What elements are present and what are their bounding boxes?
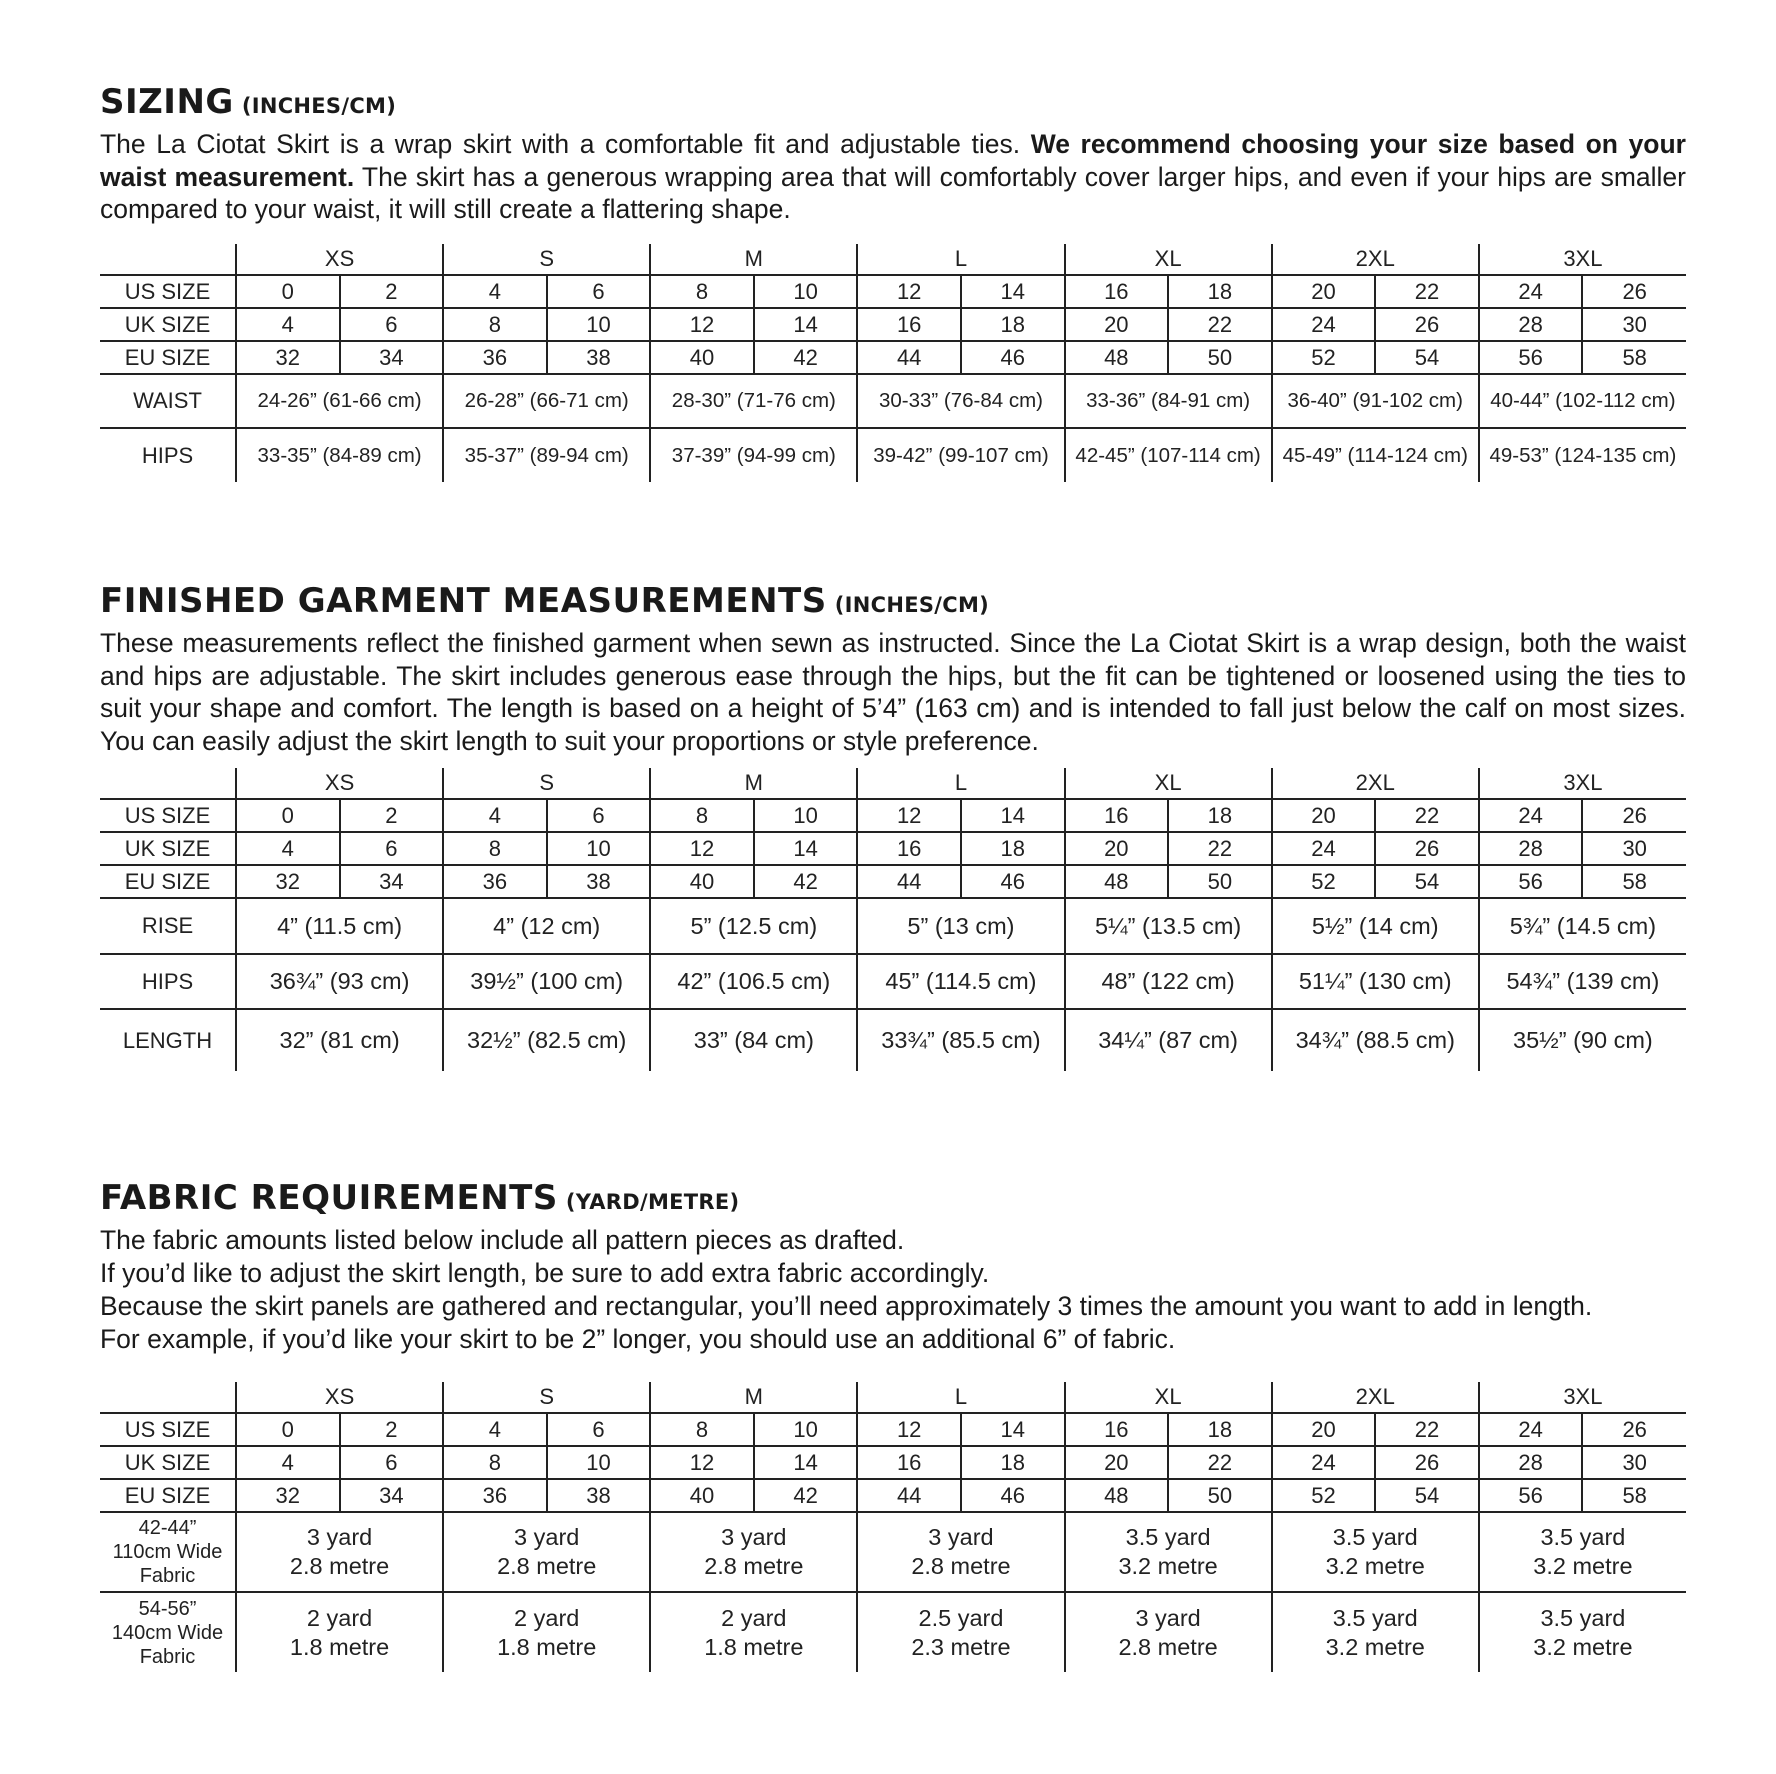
fabric-size-cell: 40 [650,1479,754,1512]
fabric-size-group-m: M [650,1382,857,1413]
fabric-amount-yard: 3.5 yard [1540,1604,1626,1631]
sizing-size-group-2xl: 2XL [1272,244,1479,275]
finished-size-group-xl: XL [1065,768,1272,799]
finished-measure-cell: 51¼” (130 cm) [1272,954,1479,1009]
finished-uk-size-row [100,832,1686,865]
fabric-size-group-row [100,1382,1686,1413]
sizing-size-cell: 32 [236,341,340,374]
fabric-amount-metre: 2.8 metre [704,1553,804,1579]
fabric-amount-yard: 3 yard [721,1524,787,1550]
fabric-description-line: The fabric amounts listed below include all pattern pieces as drafted. [100,1225,905,1255]
finished-size-cell: 12 [857,799,961,832]
fabric-size-group-xs: XS [236,1382,443,1413]
sizing-size-cell: 2 [340,275,444,308]
fabric-title: FABRIC REQUIREMENTS (YARD/METRE) [100,1178,740,1218]
sizing-us-size-row [100,275,1686,308]
fabric-amount-yard: 3.5 yard [1332,1604,1418,1631]
finished-size-cell: 24 [1272,832,1376,865]
fabric-amount-yard: 2.5 yard [918,1604,1004,1631]
fabric-amount-cell [650,1592,857,1672]
fabric-amount-metre: 3.2 metre [1533,1553,1633,1579]
finished-measure-row [100,954,1686,1009]
fabric-size-cell: 10 [547,1446,651,1479]
fabric-amount-metre: 2.8 metre [1118,1633,1218,1660]
fabric-size-cell: 28 [1479,1446,1583,1479]
sizing-measure-cell: 33-36” (84-91 cm) [1065,374,1272,428]
sizing-size-cell: 26 [1375,308,1479,341]
finished-size-cell: 2 [340,799,444,832]
sizing-size-group-m: M [650,244,857,275]
fabric-amount-cell [857,1592,1064,1672]
finished-measure-cell: 34¼” (87 cm) [1065,1009,1272,1071]
sizing-measure-cell: 37-39” (94-99 cm) [650,428,857,482]
finished-size-cell: 18 [961,832,1065,865]
fabric-size-cell: 50 [1168,1479,1272,1512]
sizing-size-cell: 36 [443,341,547,374]
fabric-amount-yard: 3 yard [1135,1604,1201,1631]
fabric-row-label: UK SIZE [100,1446,236,1479]
finished-size-cell: 18 [1168,799,1272,832]
fabric-size-cell: 12 [857,1413,961,1446]
fabric-amount-metre: 1.8 metre [704,1633,804,1660]
sizing-size-cell: 56 [1479,341,1583,374]
finished-table [100,768,1686,1071]
sizing-size-cell: 40 [650,341,754,374]
fabric-fabric-width-line: 110cm Wide [112,1541,223,1563]
finished-size-cell: 20 [1065,832,1169,865]
finished-size-cell: 58 [1582,865,1686,898]
fabric-size-cell: 32 [236,1479,340,1512]
fabric-measure-row [100,1592,1686,1672]
finished-measure-cell: 33¾” (85.5 cm) [857,1009,1064,1071]
fabric-size-cell: 6 [547,1413,651,1446]
finished-size-cell: 16 [1065,799,1169,832]
sizing-size-cell: 42 [754,341,858,374]
sizing-row-label: UK SIZE [100,308,236,341]
sizing-measure-cell: 26-28” (66-71 cm) [443,374,650,428]
finished-size-cell: 14 [754,832,858,865]
fabric-size-group-s: S [443,1382,650,1413]
finished-size-cell: 24 [1479,799,1583,832]
fabric-size-cell: 20 [1065,1446,1169,1479]
sizing-size-group-xs: XS [236,244,443,275]
sizing-size-cell: 0 [236,275,340,308]
fabric-amount-yard: 3.5 yard [1540,1524,1626,1550]
fabric-size-group-xl: XL [1065,1382,1272,1413]
fabric-row-label: EU SIZE [100,1479,236,1512]
fabric-size-cell: 14 [754,1446,858,1479]
fabric-amount-cell [443,1512,650,1592]
fabric-section [100,1178,1686,1668]
fabric-uk-size-row [100,1446,1686,1479]
fabric-size-cell: 20 [1272,1413,1376,1446]
finished-row-label-hips: HIPS [100,954,236,1009]
fabric-amount-metre: 2.3 metre [911,1633,1011,1660]
finished-size-cell: 40 [650,865,754,898]
finished-size-group-xs: XS [236,768,443,799]
fabric-size-cell: 26 [1582,1413,1686,1446]
sizing-size-cell: 14 [961,275,1065,308]
fabric-size-cell: 18 [961,1446,1065,1479]
sizing-measure-cell: 49-53” (124-135 cm) [1479,428,1686,482]
fabric-fabric-width-line: Fabric [139,1565,196,1587]
fabric-amount-cell [1272,1592,1479,1672]
finished-size-cell: 50 [1168,865,1272,898]
finished-size-cell: 16 [857,832,961,865]
fabric-measure-row [100,1512,1686,1592]
finished-size-cell: 56 [1479,865,1583,898]
fabric-size-cell: 8 [650,1413,754,1446]
finished-size-cell: 10 [547,832,651,865]
fabric-amount-cell [1479,1592,1686,1672]
sizing-size-cell: 52 [1272,341,1376,374]
fabric-size-cell: 12 [650,1446,754,1479]
fabric-size-cell: 16 [857,1446,961,1479]
fabric-row-label: US SIZE [100,1413,236,1446]
sizing-size-cell: 50 [1168,341,1272,374]
fabric-amount-cell [1479,1512,1686,1592]
fabric-size-cell: 34 [340,1479,444,1512]
finished-size-cell: 0 [236,799,340,832]
sizing-size-group-s: S [443,244,650,275]
finished-size-cell: 22 [1168,832,1272,865]
sizing-row-label-waist: WAIST [100,374,236,428]
fabric-amount-metre: 3.2 metre [1325,1553,1425,1579]
sizing-size-cell: 16 [857,308,961,341]
fabric-fabric-width-label [100,1592,236,1672]
finished-size-cell: 6 [340,832,444,865]
fabric-size-group-2xl: 2XL [1272,1382,1479,1413]
finished-row-label: UK SIZE [100,832,236,865]
fabric-size-cell: 30 [1582,1446,1686,1479]
fabric-size-cell: 0 [236,1413,340,1446]
finished-description: These measurements reflect the finished garment when sewn as instructed. Since the La Ciotat Skirt is a wrap design, both the waist and hips are adjustable. The skirt includes generous ease through the hips, but the fit can be tightened or loosened using the ties to suit your shape and comfort. The length is based on a height of 5’4” (163 cm) and is intended to fall just below the calf on most sizes. You can easily adjust the skirt length to suit your proportions or style preference. [100,628,1686,756]
fabric-description-line: If you’d like to adjust the skirt length, be sure to add extra fabric accordingly. [100,1258,990,1288]
fabric-size-cell: 10 [754,1413,858,1446]
finished-size-group-l: L [857,768,1064,799]
fabric-size-group-3xl: 3XL [1479,1382,1686,1413]
sizing-size-cell: 18 [1168,275,1272,308]
finished-size-group-row [100,768,1686,799]
fabric-size-cell: 54 [1375,1479,1479,1512]
sizing-size-group-xl: XL [1065,244,1272,275]
finished-size-cell: 22 [1375,799,1479,832]
finished-measure-cell: 42” (106.5 cm) [650,954,857,1009]
fabric-size-cell: 4 [236,1446,340,1479]
sizing-size-cell: 34 [340,341,444,374]
sizing-measure-cell: 33-35” (84-89 cm) [236,428,443,482]
finished-size-cell: 14 [961,799,1065,832]
fabric-amount-metre: 1.8 metre [289,1633,390,1660]
fabric-size-cell: 56 [1479,1479,1583,1512]
finished-size-cell: 4 [236,832,340,865]
fabric-table [100,1382,1686,1672]
fabric-size-cell: 24 [1272,1446,1376,1479]
sizing-size-cell: 44 [857,341,961,374]
fabric-size-cell: 16 [1065,1413,1169,1446]
fabric-amount-metre: 2.8 metre [911,1553,1011,1579]
sizing-size-cell: 26 [1582,275,1686,308]
fabric-size-cell: 2 [340,1413,444,1446]
sizing-row-label: US SIZE [100,275,236,308]
sizing-measure-cell: 45-49” (114-124 cm) [1272,428,1479,482]
fabric-size-cell: 52 [1272,1479,1376,1512]
fabric-size-cell: 24 [1479,1413,1583,1446]
fabric-amount-metre: 2.8 metre [289,1553,390,1579]
finished-size-cell: 52 [1272,865,1376,898]
fabric-fabric-width-label [100,1512,236,1592]
fabric-amount-metre: 3.2 metre [1325,1633,1425,1660]
finished-size-cell: 26 [1375,832,1479,865]
fabric-size-cell: 58 [1582,1479,1686,1512]
finished-measure-cell: 48” (122 cm) [1065,954,1272,1009]
finished-size-cell: 12 [650,832,754,865]
fabric-corner-cell [100,1382,236,1413]
fabric-size-cell: 8 [443,1446,547,1479]
sizing-size-cell: 4 [236,308,340,341]
fabric-amount-metre: 1.8 metre [497,1633,597,1660]
finished-size-cell: 48 [1065,865,1169,898]
sizing-size-cell: 24 [1479,275,1583,308]
sizing-size-cell: 10 [754,275,858,308]
finished-size-cell: 4 [443,799,547,832]
finished-measure-cell: 45” (114.5 cm) [857,954,1064,1009]
finished-size-cell: 8 [443,832,547,865]
sizing-section [100,82,1686,468]
finished-measure-cell: 4” (11.5 cm) [236,898,443,954]
finished-size-cell: 42 [754,865,858,898]
fabric-size-cell: 18 [1168,1413,1272,1446]
fabric-size-cell: 48 [1065,1479,1169,1512]
sizing-size-cell: 28 [1479,308,1583,341]
finished-size-cell: 26 [1582,799,1686,832]
finished-size-group-3xl: 3XL [1479,768,1686,799]
fabric-description [100,1224,1686,1356]
sizing-size-group-3xl: 3XL [1479,244,1686,275]
sizing-size-cell: 22 [1375,275,1479,308]
sizing-row-label-hips: HIPS [100,428,236,482]
fabric-amount-yard: 3 yard [514,1524,580,1550]
sizing-size-cell: 30 [1582,308,1686,341]
sizing-size-cell: 18 [961,308,1065,341]
sizing-size-cell: 54 [1375,341,1479,374]
fabric-amount-yard: 3.5 yard [1125,1524,1211,1550]
sizing-measure-cell: 24-26” (61-66 cm) [236,374,443,428]
finished-measure-cell: 39½” (100 cm) [443,954,650,1009]
fabric-description-line: Because the skirt panels are gathered and rectangular, you’ll need approximately 3 times the amount you want to add in length. [100,1291,1593,1321]
finished-measure-row [100,898,1686,954]
sizing-size-cell: 4 [443,275,547,308]
sizing-size-cell: 16 [1065,275,1169,308]
fabric-size-cell: 44 [857,1479,961,1512]
fabric-size-cell: 36 [443,1479,547,1512]
finished-size-cell: 6 [547,799,651,832]
sizing-table [100,244,1686,482]
sizing-uk-size-row [100,308,1686,341]
sizing-size-group-row [100,244,1686,275]
finished-size-group-2xl: 2XL [1272,768,1479,799]
fabric-amount-cell [650,1512,857,1592]
fabric-size-group-l: L [857,1382,1064,1413]
finished-measure-cell: 34¾” (88.5 cm) [1272,1009,1479,1071]
finished-size-cell: 36 [443,865,547,898]
fabric-unit: (YARD/METRE) [565,1190,740,1214]
finished-title: FINISHED GARMENT MEASUREMENTS (INCHES/CM) [100,581,990,621]
fabric-eu-size-row [100,1479,1686,1512]
finished-size-cell: 30 [1582,832,1686,865]
fabric-amount-cell [1065,1592,1272,1672]
sizing-measure-cell: 36-40” (91-102 cm) [1272,374,1479,428]
sizing-size-cell: 20 [1065,308,1169,341]
fabric-size-cell: 14 [961,1413,1065,1446]
sizing-size-group-l: L [857,244,1064,275]
fabric-amount-yard: 3 yard [928,1524,994,1550]
finished-measure-cell: 5¾” (14.5 cm) [1479,898,1686,954]
fabric-amount-metre: 3.2 metre [1533,1633,1633,1660]
fabric-fabric-width-line: 140cm Wide [111,1621,224,1644]
finished-size-cell: 34 [340,865,444,898]
fabric-fabric-width-line: Fabric [139,1645,196,1668]
finished-size-cell: 44 [857,865,961,898]
finished-corner-cell [100,768,236,799]
sizing-size-cell: 14 [754,308,858,341]
sizing-size-cell: 24 [1272,308,1376,341]
sizing-size-cell: 38 [547,341,651,374]
sizing-measure-cell: 35-37” (89-94 cm) [443,428,650,482]
finished-measure-cell: 5” (13 cm) [857,898,1064,954]
sizing-size-cell: 8 [650,275,754,308]
finished-size-group-m: M [650,768,857,799]
fabric-description-line: For example, if you’d like your skirt to be 2” longer, you should use an additional 6” of fabric. [100,1324,1176,1354]
fabric-fabric-width-line: 42-44” [138,1517,197,1539]
finished-size-group-s: S [443,768,650,799]
sizing-unit: (INCHES/CM) [241,94,397,118]
sizing-size-cell: 22 [1168,308,1272,341]
fabric-size-cell: 22 [1168,1446,1272,1479]
finished-measure-cell: 4” (12 cm) [443,898,650,954]
finished-eu-size-row [100,865,1686,898]
fabric-amount-yard: 2 yard [306,1604,373,1631]
sizing-size-cell: 12 [650,308,754,341]
finished-measure-cell: 5½” (14 cm) [1272,898,1479,954]
fabric-size-cell: 46 [961,1479,1065,1512]
finished-size-cell: 54 [1375,865,1479,898]
sizing-measure-cell: 42-45” (107-114 cm) [1065,428,1272,482]
finished-measure-cell: 33” (84 cm) [650,1009,857,1071]
finished-section [100,581,1686,1053]
sizing-size-cell: 8 [443,308,547,341]
finished-row-label: EU SIZE [100,865,236,898]
finished-unit: (INCHES/CM) [834,593,990,617]
sizing-size-cell: 12 [857,275,961,308]
sizing-measure-cell: 40-44” (102-112 cm) [1479,374,1686,428]
finished-row-label-rise: RISE [100,898,236,954]
fabric-amount-cell [443,1592,650,1672]
sizing-size-cell: 58 [1582,341,1686,374]
fabric-amount-metre: 3.2 metre [1118,1553,1218,1579]
fabric-amount-cell [236,1592,443,1672]
fabric-amount-metre: 2.8 metre [497,1553,597,1579]
finished-size-cell: 46 [961,865,1065,898]
sizing-measure-cell: 28-30” (71-76 cm) [650,374,857,428]
sizing-size-cell: 20 [1272,275,1376,308]
finished-measure-cell: 32½” (82.5 cm) [443,1009,650,1071]
fabric-amount-yard: 3.5 yard [1332,1524,1418,1550]
finished-size-cell: 38 [547,865,651,898]
fabric-amount-cell [236,1512,443,1592]
fabric-amount-cell [857,1512,1064,1592]
finished-measure-cell: 54¾” (139 cm) [1479,954,1686,1009]
fabric-us-size-row [100,1413,1686,1446]
fabric-amount-yard: 2 yard [721,1604,787,1631]
finished-measure-cell: 5” (12.5 cm) [650,898,857,954]
fabric-size-cell: 6 [340,1446,444,1479]
fabric-size-cell: 42 [754,1479,858,1512]
sizing-recommendation: We recommend choosing your size based on your waist measurement. [100,129,1686,192]
finished-measure-cell: 35½” (90 cm) [1479,1009,1686,1071]
finished-measure-cell: 5¼” (13.5 cm) [1065,898,1272,954]
finished-size-cell: 32 [236,865,340,898]
sizing-measure-row [100,374,1686,428]
finished-row-label-length: LENGTH [100,1009,236,1071]
finished-measure-cell: 36¾” (93 cm) [236,954,443,1009]
sizing-description: The La Ciotat Skirt is a wrap skirt with a comfortable fit and adjustable ties. We recommend choosing your size based on your waist measurement. The skirt has a generous wrapping area that will comfortably cover larger hips, and even if your hips are smaller compared to your waist, it will still create a flattering shape. [100,129,1686,224]
sizing-size-cell: 48 [1065,341,1169,374]
fabric-size-cell: 4 [443,1413,547,1446]
sizing-measure-cell: 30-33” (76-84 cm) [857,374,1064,428]
sizing-size-cell: 6 [547,275,651,308]
finished-us-size-row [100,799,1686,832]
fabric-fabric-width-line: 54-56” [138,1597,197,1620]
finished-row-label: US SIZE [100,799,236,832]
sizing-row-label: EU SIZE [100,341,236,374]
fabric-amount-yard: 3 yard [306,1524,373,1550]
fabric-size-cell: 22 [1375,1413,1479,1446]
sizing-eu-size-row [100,341,1686,374]
finished-size-cell: 20 [1272,799,1376,832]
fabric-amount-cell [1272,1512,1479,1592]
sizing-size-cell: 6 [340,308,444,341]
fabric-size-cell: 26 [1375,1446,1479,1479]
fabric-amount-cell [1065,1512,1272,1592]
finished-size-cell: 28 [1479,832,1583,865]
finished-size-cell: 8 [650,799,754,832]
sizing-measure-cell: 39-42” (99-107 cm) [857,428,1064,482]
fabric-amount-yard: 2 yard [514,1604,580,1631]
sizing-title: SIZING (INCHES/CM) [100,82,397,122]
finished-measure-cell: 32” (81 cm) [236,1009,443,1071]
finished-size-cell: 10 [754,799,858,832]
sizing-measure-row [100,428,1686,482]
sizing-size-cell: 10 [547,308,651,341]
finished-measure-row [100,1009,1686,1071]
sizing-corner-cell [100,244,236,275]
fabric-size-cell: 38 [547,1479,651,1512]
sizing-size-cell: 46 [961,341,1065,374]
